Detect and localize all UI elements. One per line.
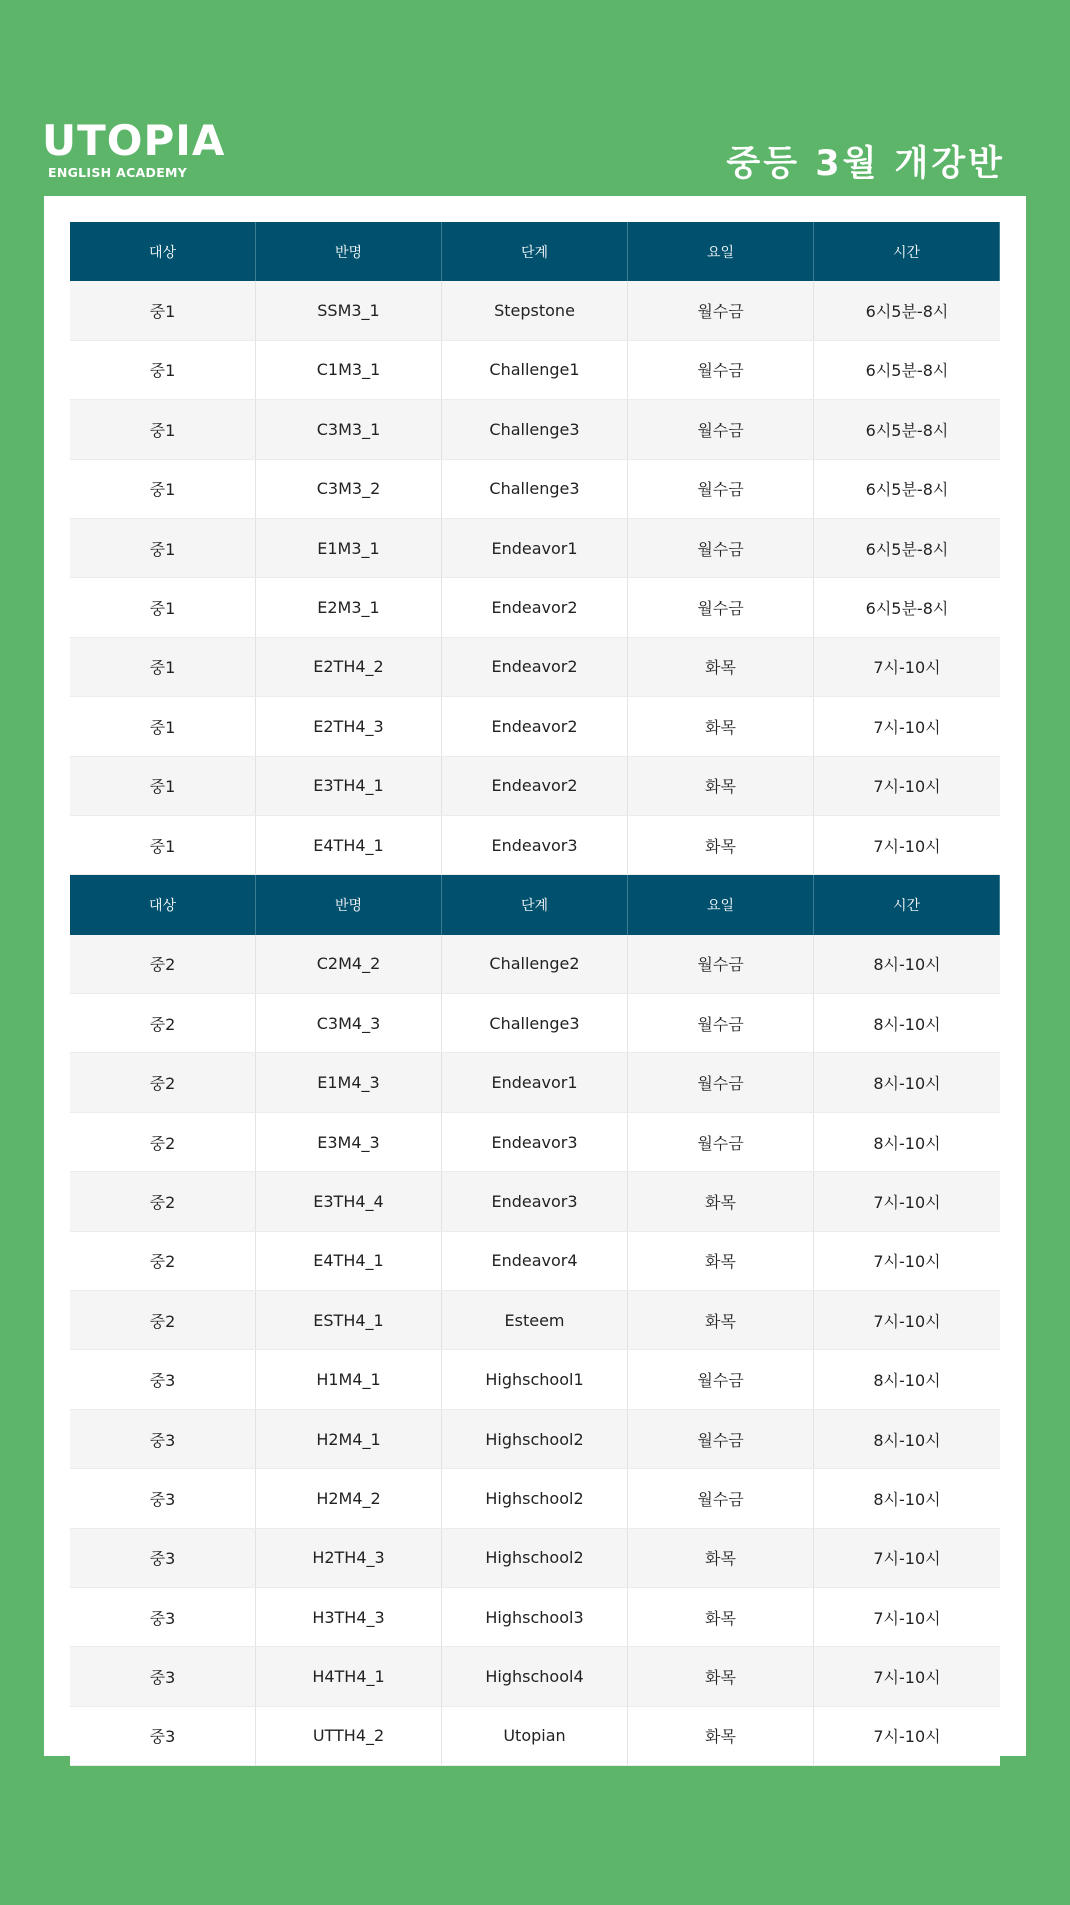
cell-time: 6시5분-8시 [865, 480, 949, 500]
cell-level: Endeavor3 [442, 1172, 628, 1230]
cell-time: 8시-10시 [873, 1133, 941, 1153]
cell-time: 7시-10시 [873, 658, 941, 678]
cell-time: 7시-10시 [873, 1192, 941, 1212]
academy-logo [42, 116, 226, 180]
cell-class-name: UTTH4_2 [256, 1707, 442, 1765]
page-title: 중등 3월 개강반 [726, 144, 1005, 184]
cell-days: 화목 [628, 1232, 814, 1290]
cell-target: 중2 [70, 1172, 256, 1230]
cell-target: 중1 [70, 816, 256, 874]
table-row [70, 638, 1000, 697]
cell-time: 8시-10시 [873, 955, 941, 975]
cell-level: Endeavor3 [442, 1113, 628, 1171]
cell-time: 7시-10시 [873, 1608, 941, 1628]
cell-level: Challenge1 [442, 341, 628, 399]
table-row [70, 1172, 1000, 1231]
cell-level: Highschool2 [442, 1529, 628, 1587]
cell-level: Endeavor2 [442, 638, 628, 696]
logo-subtitle: ENGLISH ACADEMY [48, 165, 188, 180]
cell-class-name: SSM3_1 [256, 281, 442, 339]
header-cell-time: 시간 [814, 875, 1000, 934]
cell-level: Endeavor1 [442, 519, 628, 577]
cell-days: 월수금 [628, 994, 814, 1052]
cell-target: 중3 [70, 1350, 256, 1408]
cell-time: 8시-10시 [873, 1430, 941, 1450]
table-row [70, 1410, 1000, 1469]
table-row [70, 519, 1000, 578]
cell-class-name: E4TH4_1 [256, 816, 442, 874]
table-row [70, 1232, 1000, 1291]
cell-days: 화목 [628, 1291, 814, 1349]
cell-level: Challenge3 [442, 994, 628, 1052]
cell-target: 중1 [70, 638, 256, 696]
cell-target: 중1 [70, 400, 256, 458]
cell-target: 중2 [70, 1113, 256, 1171]
cell-time: 7시-10시 [873, 1668, 941, 1688]
table-row [70, 994, 1000, 1053]
cell-level: Challenge2 [442, 935, 628, 993]
table-row [70, 281, 1000, 340]
cell-level: Highschool4 [442, 1647, 628, 1705]
header-cell-class-name: 반명 [256, 875, 442, 934]
cell-time: 7시-10시 [873, 1252, 941, 1272]
header-cell-level: 단계 [442, 875, 628, 934]
cell-time: 7시-10시 [873, 1549, 941, 1569]
header-cell-class-name: 반명 [256, 222, 442, 281]
table-row [70, 1291, 1000, 1350]
cell-target: 중1 [70, 519, 256, 577]
table-row [70, 1529, 1000, 1588]
cell-days: 월수금 [628, 935, 814, 993]
cell-class-name: E4TH4_1 [256, 1232, 442, 1290]
cell-class-name: H2TH4_3 [256, 1529, 442, 1587]
cell-class-name: E3M4_3 [256, 1113, 442, 1171]
cell-days: 화목 [628, 1588, 814, 1646]
cell-days: 월수금 [628, 1410, 814, 1468]
table-row [70, 757, 1000, 816]
logo-wordmark: UTOPIA [42, 116, 226, 165]
table-row [70, 460, 1000, 519]
cell-level: Highschool2 [442, 1410, 628, 1468]
cell-days: 월수금 [628, 281, 814, 339]
cell-class-name: H2M4_2 [256, 1469, 442, 1527]
cell-class-name: E2TH4_3 [256, 697, 442, 755]
cell-level: Highschool2 [442, 1469, 628, 1527]
cell-class-name: H2M4_1 [256, 1410, 442, 1468]
cell-target: 중3 [70, 1410, 256, 1468]
cell-target: 중3 [70, 1469, 256, 1527]
table-row [70, 816, 1000, 875]
table-row [70, 341, 1000, 400]
schedule-panel [44, 196, 1026, 1756]
cell-time: 7시-10시 [873, 1727, 941, 1747]
cell-level: Challenge3 [442, 460, 628, 518]
table-row [70, 1350, 1000, 1409]
cell-time: 6시5분-8시 [865, 539, 949, 559]
table-row [70, 1588, 1000, 1647]
cell-days: 월수금 [628, 519, 814, 577]
cell-level: Esteem [442, 1291, 628, 1349]
cell-time: 8시-10시 [873, 1489, 941, 1509]
table-row [70, 697, 1000, 756]
cell-target: 중1 [70, 460, 256, 518]
cell-class-name: E3TH4_4 [256, 1172, 442, 1230]
cell-target: 중3 [70, 1707, 256, 1765]
table-row [70, 1113, 1000, 1172]
cell-time: 7시-10시 [873, 836, 941, 856]
cell-level: Utopian [442, 1707, 628, 1765]
cell-days: 월수금 [628, 1113, 814, 1171]
cell-days: 월수금 [628, 460, 814, 518]
cell-target: 중3 [70, 1588, 256, 1646]
cell-days: 월수금 [628, 578, 814, 636]
header-cell-target: 대상 [70, 222, 256, 281]
table-row [70, 935, 1000, 994]
cell-days: 월수금 [628, 400, 814, 458]
cell-target: 중2 [70, 1053, 256, 1111]
cell-class-name: C3M4_3 [256, 994, 442, 1052]
cell-time: 6시5분-8시 [865, 599, 949, 619]
cell-level: Challenge3 [442, 400, 628, 458]
cell-target: 중1 [70, 578, 256, 636]
cell-level: Endeavor2 [442, 578, 628, 636]
table-row [70, 400, 1000, 459]
cell-class-name: E2TH4_2 [256, 638, 442, 696]
cell-target: 중1 [70, 281, 256, 339]
cell-target: 중3 [70, 1529, 256, 1587]
cell-class-name: H1M4_1 [256, 1350, 442, 1408]
cell-level: Highschool3 [442, 1588, 628, 1646]
table-header-row [70, 222, 1000, 281]
cell-time: 6시5분-8시 [865, 361, 949, 381]
cell-class-name: C3M3_2 [256, 460, 442, 518]
cell-time: 7시-10시 [873, 717, 941, 737]
cell-days: 월수금 [628, 1350, 814, 1408]
cell-class-name: E1M4_3 [256, 1053, 442, 1111]
cell-time: 8시-10시 [873, 1074, 941, 1094]
table-row [70, 1647, 1000, 1706]
table-row [70, 1707, 1000, 1766]
cell-level: Endeavor3 [442, 816, 628, 874]
cell-days: 화목 [628, 1647, 814, 1705]
cell-class-name: E3TH4_1 [256, 757, 442, 815]
table-row [70, 1469, 1000, 1528]
class-schedule-table [70, 222, 1000, 1766]
cell-level: Endeavor4 [442, 1232, 628, 1290]
cell-class-name: ESTH4_1 [256, 1291, 442, 1349]
cell-target: 중1 [70, 757, 256, 815]
cell-days: 월수금 [628, 341, 814, 399]
cell-days: 월수금 [628, 1053, 814, 1111]
table-header-row [70, 875, 1000, 934]
cell-level: Endeavor1 [442, 1053, 628, 1111]
cell-class-name: E2M3_1 [256, 578, 442, 636]
cell-class-name: H3TH4_3 [256, 1588, 442, 1646]
header-cell-time: 시간 [814, 222, 1000, 281]
header-cell-target: 대상 [70, 875, 256, 934]
header-cell-days: 요일 [628, 875, 814, 934]
cell-time: 8시-10시 [873, 1371, 941, 1391]
cell-target: 중1 [70, 341, 256, 399]
cell-days: 화목 [628, 1529, 814, 1587]
cell-level: Stepstone [442, 281, 628, 339]
table-row [70, 578, 1000, 637]
cell-target: 중2 [70, 994, 256, 1052]
header-cell-level: 단계 [442, 222, 628, 281]
cell-time: 6시5분-8시 [865, 302, 949, 322]
cell-class-name: H4TH4_1 [256, 1647, 442, 1705]
cell-level: Highschool1 [442, 1350, 628, 1408]
cell-time: 7시-10시 [873, 1311, 941, 1331]
cell-class-name: C3M3_1 [256, 400, 442, 458]
cell-time: 8시-10시 [873, 1014, 941, 1034]
cell-days: 화목 [628, 1707, 814, 1765]
cell-days: 화목 [628, 1172, 814, 1230]
header-cell-days: 요일 [628, 222, 814, 281]
cell-level: Endeavor2 [442, 697, 628, 755]
cell-target: 중3 [70, 1647, 256, 1705]
cell-target: 중2 [70, 1232, 256, 1290]
cell-days: 화목 [628, 697, 814, 755]
cell-target: 중1 [70, 697, 256, 755]
cell-time: 6시5분-8시 [865, 420, 949, 440]
cell-days: 화목 [628, 638, 814, 696]
cell-class-name: C2M4_2 [256, 935, 442, 993]
cell-days: 화목 [628, 757, 814, 815]
cell-target: 중2 [70, 1291, 256, 1349]
cell-days: 화목 [628, 816, 814, 874]
table-row [70, 1053, 1000, 1112]
cell-level: Endeavor2 [442, 757, 628, 815]
cell-class-name: E1M3_1 [256, 519, 442, 577]
cell-target: 중2 [70, 935, 256, 993]
cell-time: 7시-10시 [873, 777, 941, 797]
cell-class-name: C1M3_1 [256, 341, 442, 399]
cell-days: 월수금 [628, 1469, 814, 1527]
